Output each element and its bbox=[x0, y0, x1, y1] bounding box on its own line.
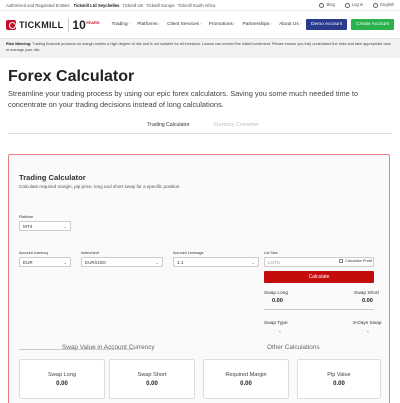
checkbox-icon bbox=[339, 259, 343, 263]
instrument-select[interactable] bbox=[81, 257, 163, 267]
swap-long-label: Swap Long bbox=[264, 291, 289, 296]
nav-item-promotions[interactable]: Promotions ˅ bbox=[209, 22, 236, 27]
logo[interactable] bbox=[6, 18, 100, 32]
account-currency-heading: Swap Value in Account Currency bbox=[62, 344, 155, 351]
account-leverage-select[interactable] bbox=[173, 257, 259, 267]
other-calculations-heading: Other Calculations bbox=[267, 344, 320, 351]
account-leverage-value: 1:1 bbox=[177, 259, 184, 265]
main-nav bbox=[0, 11, 400, 39]
result-card-label: Swap Short bbox=[137, 371, 167, 378]
demo-account-button[interactable]: Demo Account bbox=[306, 19, 347, 30]
page-subtitle: Streamline your trading process by using our epic forex calculators. Saving you some much needed time to concentrate on your trading decisions instead of long calculations. bbox=[8, 89, 359, 109]
trading-calculator-panel bbox=[8, 154, 390, 403]
account-currency-field bbox=[19, 251, 71, 267]
platform-field bbox=[19, 215, 71, 231]
tab-trading-calculator[interactable]: Trading Calculator bbox=[141, 122, 195, 134]
calculator-tabs bbox=[0, 122, 400, 134]
calculate-profit-label: Calculate Profit bbox=[345, 258, 373, 263]
nav-item-about-us[interactable]: About Us ˅ bbox=[279, 22, 301, 27]
blog-label: Blog bbox=[326, 2, 335, 8]
page-title: Forex Calculator bbox=[8, 68, 135, 85]
result-card-required-margin bbox=[203, 359, 289, 399]
tab-currency-converter[interactable]: Currency Converter bbox=[213, 122, 259, 129]
calculator-inputs-row bbox=[19, 251, 379, 273]
swap-type-label: Swap Type bbox=[264, 321, 288, 326]
nav-menu bbox=[112, 22, 302, 27]
entity-uk-link[interactable]: Tickmill UK bbox=[122, 2, 144, 8]
account-currency-label: Account currency bbox=[19, 251, 49, 255]
lot-size-label: Lot Size bbox=[264, 251, 278, 255]
user-icon bbox=[345, 3, 350, 8]
nav-item-trading[interactable]: Trading ˅ bbox=[112, 22, 131, 27]
anniversary-badge bbox=[68, 18, 99, 32]
entity-seychelles-link[interactable]: Tickmill Ltd Seychelles bbox=[73, 2, 120, 8]
calculate-profit-checkbox[interactable] bbox=[339, 258, 372, 263]
chevron-down-icon: ⌄ bbox=[63, 223, 67, 229]
instrument-field bbox=[81, 251, 163, 267]
tabs-divider bbox=[8, 133, 392, 134]
nav-item-client-services[interactable]: Client Services ˅ bbox=[167, 22, 202, 27]
platform-label: Platform bbox=[19, 215, 34, 219]
entity-europe-link[interactable]: Tickmill Europe bbox=[146, 2, 175, 8]
language-selector[interactable] bbox=[373, 2, 394, 7]
top-bar bbox=[0, 0, 400, 11]
nav-item-platforms[interactable]: Platforms ˅ bbox=[137, 22, 160, 27]
chevron-down-icon: ⌄ bbox=[251, 259, 255, 265]
three-days-swap-label: 3-Days Swap bbox=[353, 321, 382, 326]
result-card-swap-short bbox=[109, 359, 195, 399]
logo-text: TICKMILL bbox=[19, 19, 64, 30]
risk-warning-text: Trading financial products on margin carries a high degree of risk and is not suitable for all investors. Losses can exceed the initial investment. Please ensure you fully understand the risks and take appropriate care to manage your risk. bbox=[6, 42, 391, 52]
risk-warning bbox=[0, 39, 400, 58]
swap-long-value: 0.00 bbox=[272, 298, 283, 304]
result-card-value: 0.00 bbox=[56, 380, 68, 387]
instrument-label: Instrument bbox=[81, 251, 99, 255]
result-card-label: Swap Long bbox=[48, 371, 76, 378]
anniversary-sup: YEARS bbox=[85, 19, 100, 25]
chevron-down-icon: ⌄ bbox=[155, 259, 159, 265]
login-link[interactable] bbox=[345, 2, 363, 7]
result-card-label: Required Margin bbox=[225, 371, 267, 378]
result-card-value: 0.00 bbox=[146, 380, 158, 387]
lot-size-placeholder: LOTS bbox=[268, 259, 280, 265]
hero bbox=[0, 58, 400, 110]
create-account-button[interactable]: Create Account bbox=[351, 19, 394, 30]
calculate-button[interactable]: Calculate bbox=[264, 271, 374, 283]
account-leverage-field bbox=[173, 251, 259, 267]
result-card-label: Pip Value bbox=[327, 371, 351, 378]
account-currency-value: EUR bbox=[23, 259, 33, 265]
chevron-down-icon: ⌄ bbox=[63, 259, 67, 265]
platform-select[interactable] bbox=[19, 221, 71, 231]
login-label: Log in bbox=[351, 2, 364, 8]
calculator-description: Calculate required margin, pip price, long and short swap for a specific position. bbox=[19, 184, 181, 189]
tickmill-logo-icon bbox=[6, 20, 16, 30]
anniversary-number: 10 bbox=[72, 17, 86, 32]
entity-sa-link[interactable]: Tickmill South Africa bbox=[177, 2, 216, 8]
result-card-value: 0.00 bbox=[240, 380, 252, 387]
swap-divider bbox=[264, 309, 374, 310]
result-card-swap-long bbox=[19, 359, 105, 399]
blog-icon bbox=[319, 3, 324, 8]
swap-type-value: - bbox=[279, 329, 281, 335]
three-days-swap-value: - bbox=[367, 329, 369, 335]
result-card-value: 0.00 bbox=[333, 380, 345, 387]
platform-value: MT4 bbox=[23, 223, 33, 229]
blog-link[interactable] bbox=[319, 2, 334, 7]
swap-short-label: Swap Short bbox=[354, 291, 379, 296]
account-leverage-label: Account Leverage bbox=[173, 251, 204, 255]
swap-short-value: 0.00 bbox=[362, 298, 373, 304]
authorized-label: Authorized and Regulated Entities: bbox=[6, 2, 71, 8]
language-label: English bbox=[380, 2, 394, 8]
result-card-pip-value bbox=[297, 359, 381, 399]
nav-item-partnerships[interactable]: Partnerships ˅ bbox=[243, 22, 273, 27]
globe-icon bbox=[373, 3, 378, 8]
instrument-value: EUR/USD bbox=[85, 259, 106, 265]
risk-warning-label: Risk Warning: bbox=[6, 42, 32, 46]
account-currency-select[interactable] bbox=[19, 257, 71, 267]
calculator-title: Trading Calculator bbox=[19, 173, 86, 182]
